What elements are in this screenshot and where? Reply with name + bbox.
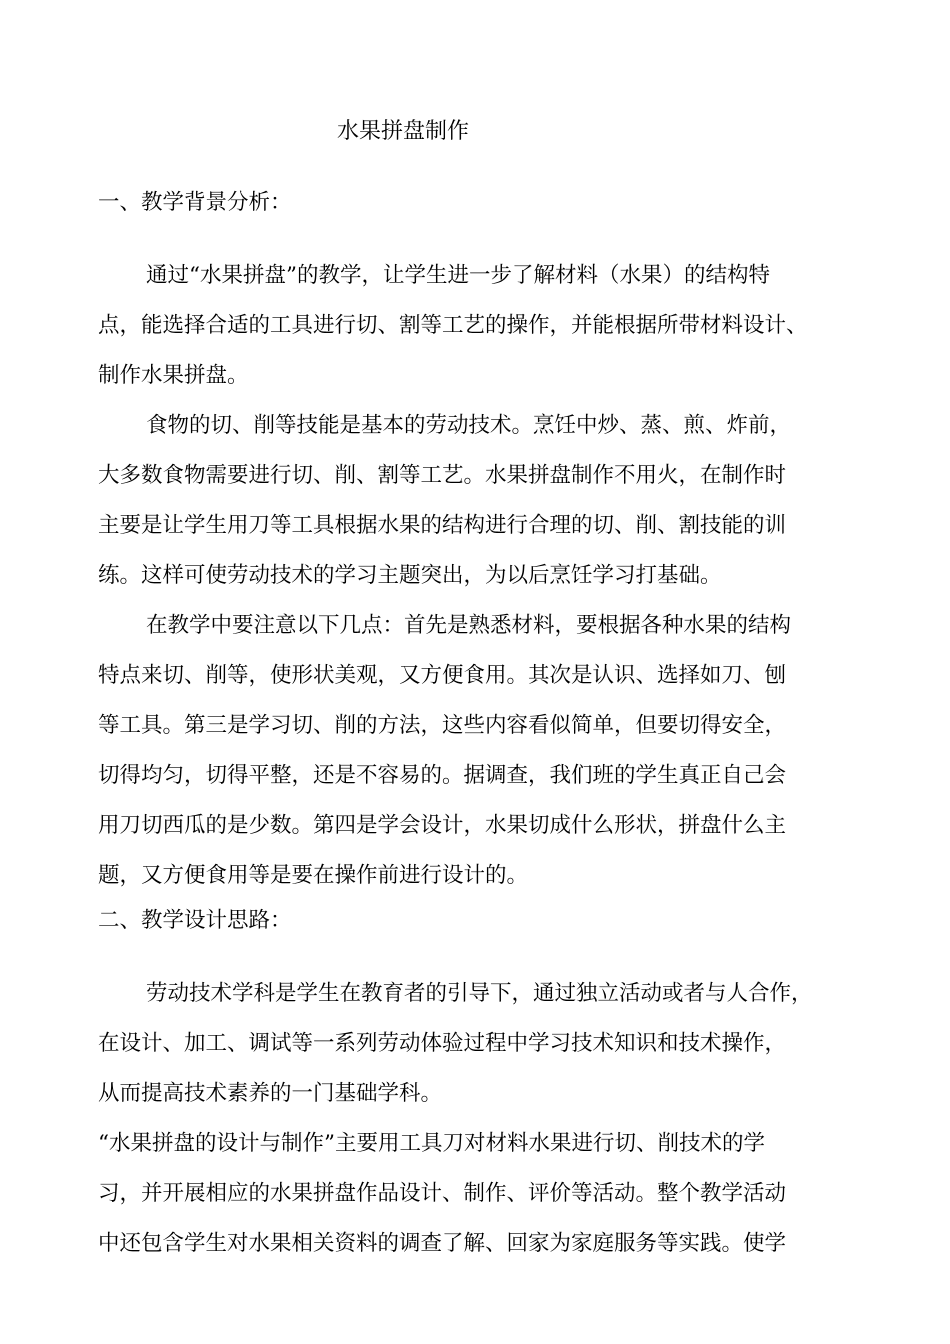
paragraph-line: 题，又方便食用等是要在操作前进行设计的。 [98,863,529,888]
paragraph-line: 等工具。第三是学习切、削的方法，这些内容看似简单，但要切得安全， [98,713,787,738]
paragraph [98,969,860,1119]
section-heading: 一、教学背景分析： [98,190,292,215]
paragraph-line: 习，并开展相应的水果拼盘作品设计、制作、评价等活动。整个教学活动 [98,1181,787,1206]
paragraph-line: 通过“水果拼盘”的教学，让学生进一步了解材料（水果）的结构特 [146,263,770,288]
document-body [98,183,860,1269]
paragraph [98,401,860,601]
paragraph-line: 制作水果拼盘。 [98,363,249,388]
paragraph-line: 特点来切、削等，使形状美观，又方便食用。其次是认识、选择如刀、刨 [98,663,787,688]
paragraph-line: 从而提高技术素养的一门基础学科。 [98,1081,443,1106]
document-title: 水果拼盘制作 [337,119,470,144]
paragraph-line: 主要是让学生用刀等工具根据水果的结构进行合理的切、削、割技能的训 [98,513,787,538]
paragraph-line: 点，能选择合适的工具进行切、割等工艺的操作，并能根据所带材料设计、 [98,313,808,338]
paragraph-line: 大多数食物需要进行切、削、割等工艺。水果拼盘制作不用火，在制作时 [98,463,787,488]
paragraph [98,601,860,901]
paragraph-line: “水果拼盘的设计与制作”主要用工具刀对材料水果进行切、削技术的学 [98,1131,765,1156]
paragraph-line: 食物的切、削等技能是基本的劳动技术。烹饪中炒、蒸、煎、炸前， [146,413,792,438]
paragraph-line: 练。这样可使劳动技术的学习主题突出，为以后烹饪学习打基础。 [98,563,722,588]
paragraph-line: 劳动技术学科是学生在教育者的引导下，通过独立活动或者与人合作， [146,981,813,1006]
paragraph-line: 用刀切西瓜的是少数。第四是学会设计，水果切成什么形状，拼盘什么主 [98,813,787,838]
paragraph [98,251,860,401]
section-background-analysis [98,183,860,901]
paragraph-line: 中还包含学生对水果相关资料的调查了解、回家为家庭服务等实践。使学 [98,1231,787,1256]
paragraph-line: 切得均匀，切得平整，还是不容易的。据调查，我们班的学生真正自己会 [98,763,787,788]
paragraph [98,1119,860,1269]
paragraph-line: 在教学中要注意以下几点：首先是熟悉材料，要根据各种水果的结构 [146,613,792,638]
paragraph-line: 在设计、加工、调试等一系列劳动体验过程中学习技术知识和技术操作， [98,1031,787,1056]
section-teaching-design [98,901,860,1269]
section-heading: 二、教学设计思路： [98,908,292,933]
